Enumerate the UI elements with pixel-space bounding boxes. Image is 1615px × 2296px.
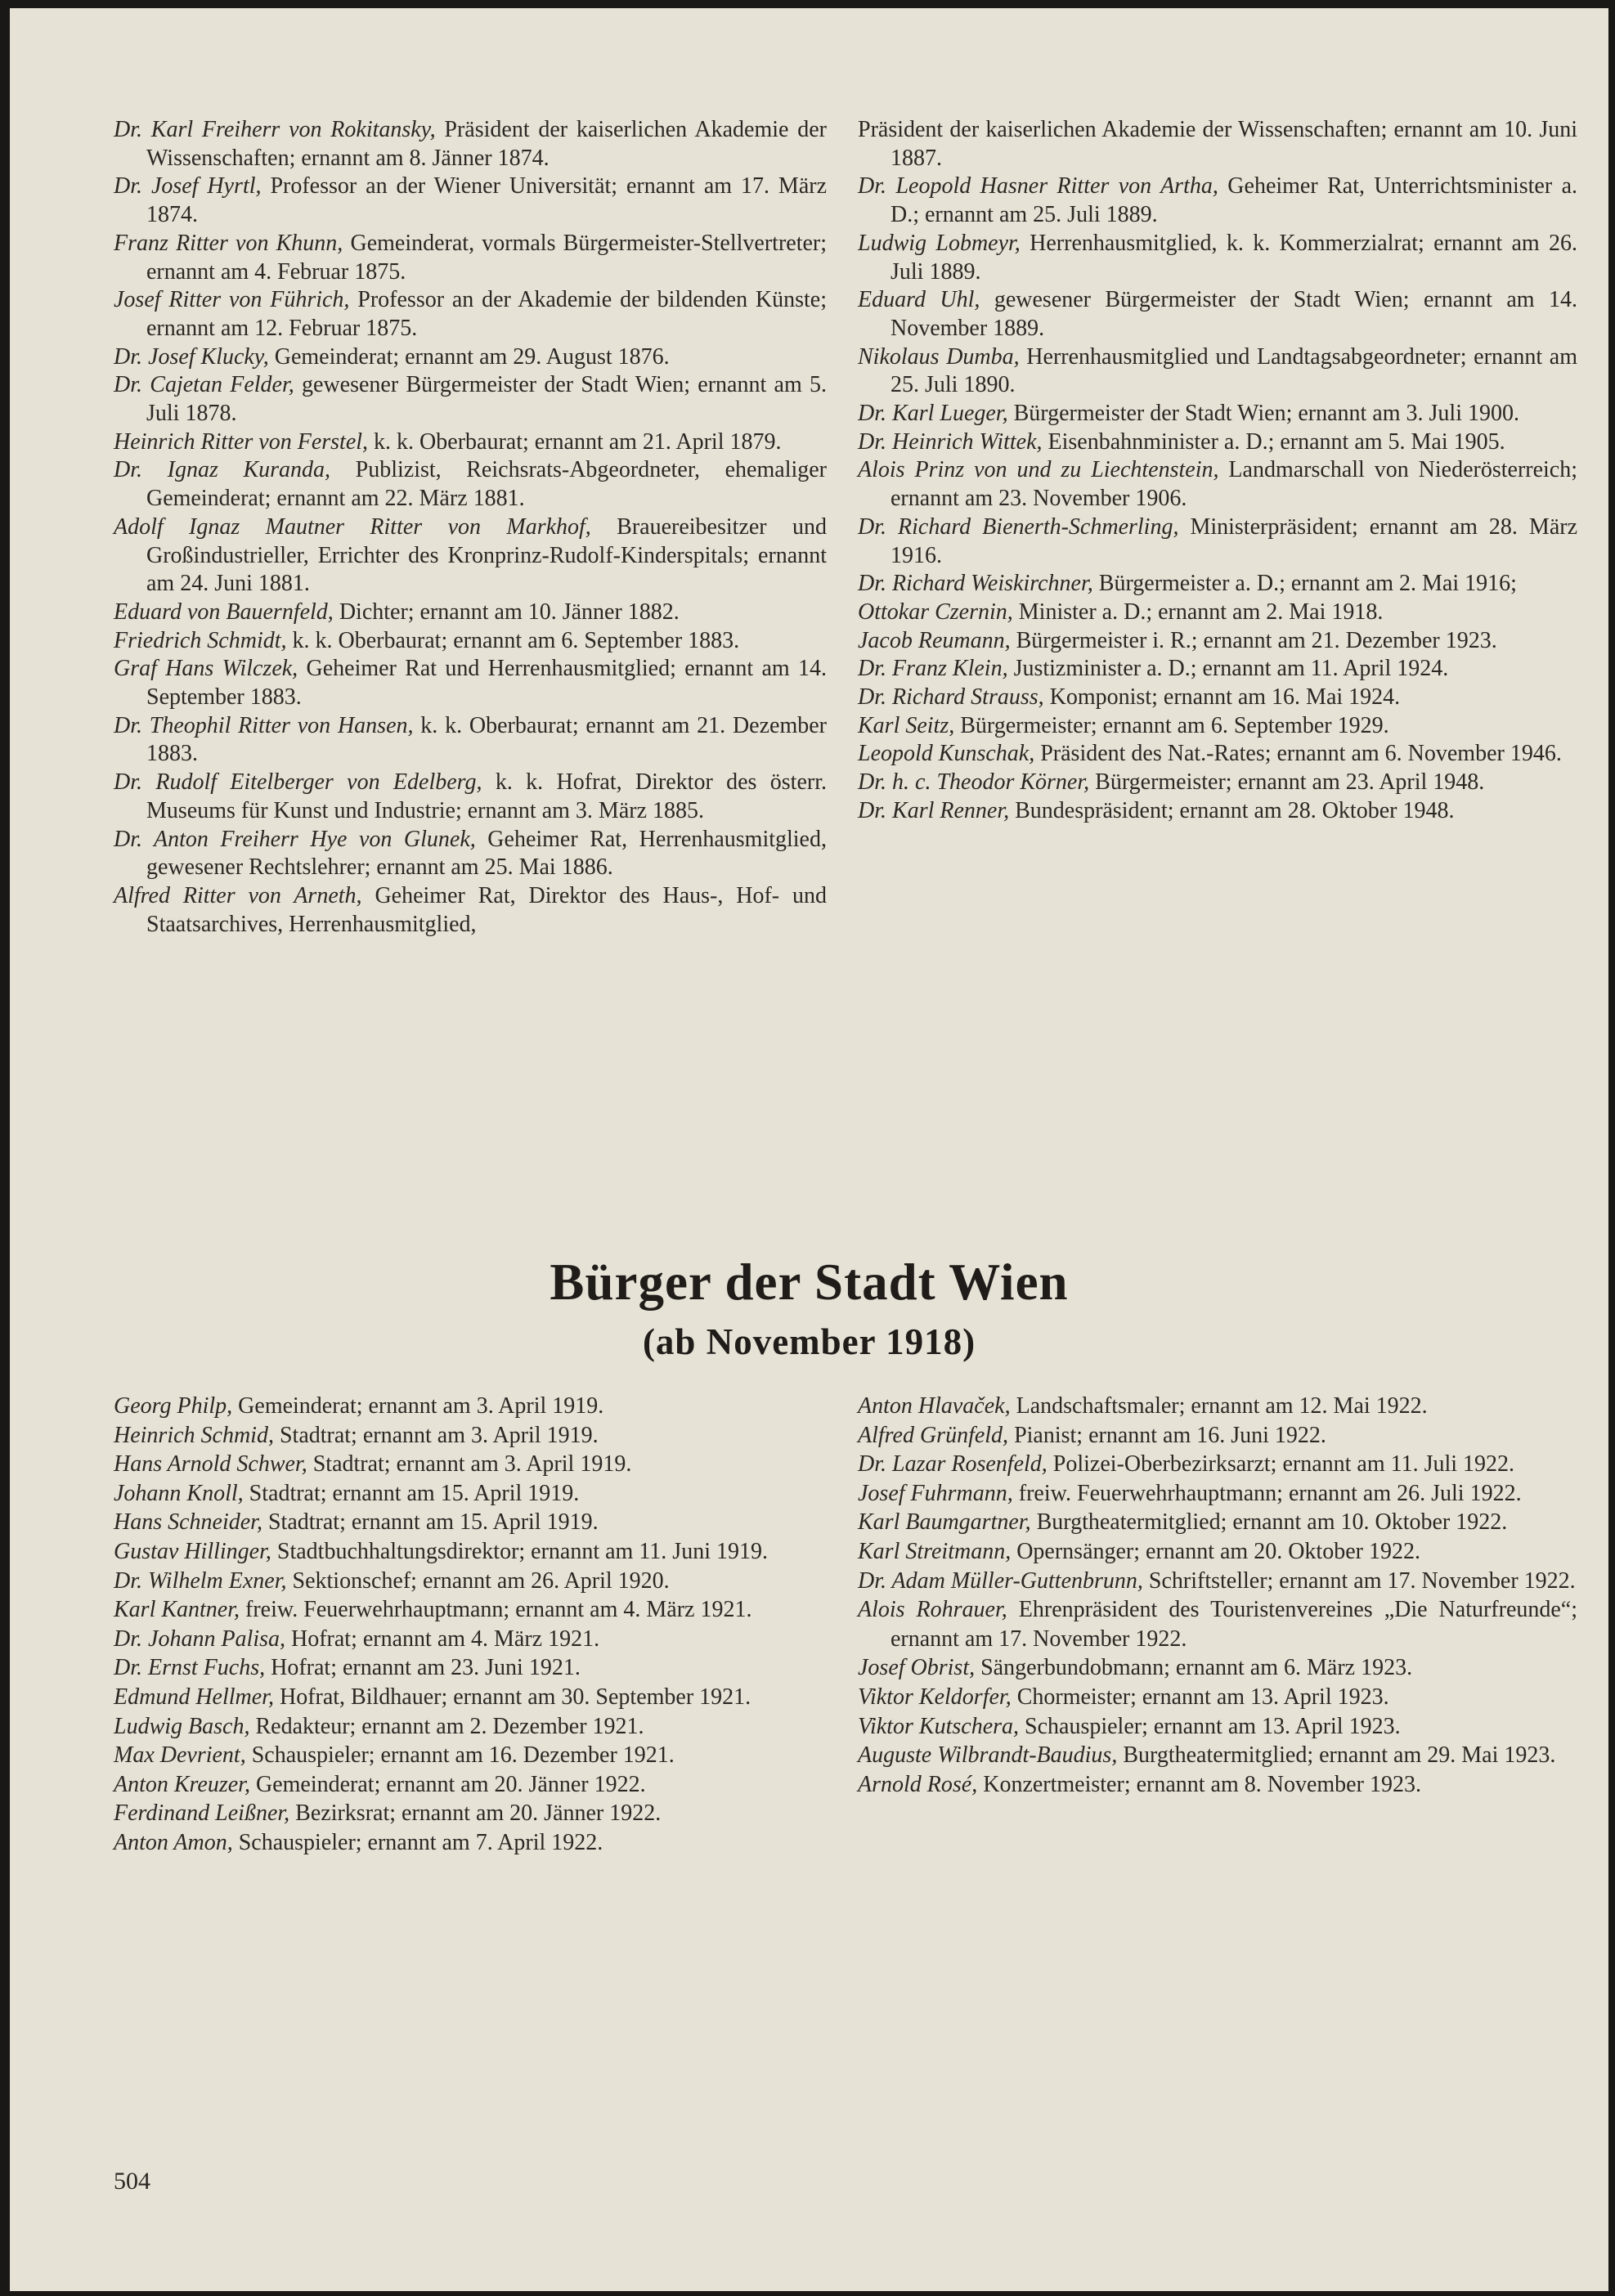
list-item [858, 513, 1577, 570]
entry-details: Bürgermeister der Stadt Wien; ernannt am 3. Juli 1900. [1007, 401, 1519, 427]
entry-details: Bürgermeister i. R.; ernannt am 21. Dezember 1923. [1010, 627, 1497, 653]
list-item [858, 684, 1577, 712]
person-name: Alfred Grünfeld, [858, 1422, 1009, 1448]
list-item [858, 1653, 1577, 1683]
entry-details: Stadtbuchhaltungsdirektor; ernannt am 11. Juni 1919. [271, 1538, 768, 1564]
person-name: Heinrich Ritter von Ferstel, [114, 428, 369, 455]
entry-details: Geheimer Rat, Direktor des Haus-, Hof- und Staatsarchives, Herrenhausmitglied, [146, 882, 828, 937]
entry-details: Geheimer Rat und Herrenhausmitglied; ernannt am 14. September 1883. [146, 656, 827, 711]
list-item [858, 599, 1577, 627]
entry-details: Schauspieler; ernannt am 16. Dezember 1921. [245, 1742, 675, 1769]
entry-details: Professor an der Wiener Universität; ernannt am 17. März 1874. [146, 173, 828, 228]
list-item [858, 1421, 1577, 1451]
person-name: Jacob Reumann, [858, 627, 1011, 653]
list-item [114, 343, 827, 372]
list-item [114, 655, 827, 711]
entry-details: Sängerbundobmann; ernannt am 6. März 1923. [975, 1655, 1413, 1681]
entry-details: Stadtrat; ernannt am 15. April 1919. [243, 1480, 580, 1506]
list-item [114, 1828, 827, 1858]
list-item [858, 797, 1577, 826]
entry-details: Chormeister; ernannt am 13. April 1923. [1011, 1684, 1389, 1710]
entry-details: gewesener Bürgermeister der Stadt Wien; ernannt am 14. November 1889. [890, 287, 1577, 341]
entry-details: Hofrat; ernannt am 23. Juni 1921. [265, 1655, 581, 1681]
person-name: Dr. Leopold Hasner Ritter von Artha, [858, 173, 1218, 200]
entry-details: k. k. Oberbaurat; ernannt am 21. April 1879. [368, 428, 782, 455]
entry-details: Polizei-Oberbezirksarzt; ernannt am 11. Juli 1922. [1047, 1451, 1515, 1478]
section-heading: Bürger der Stadt Wien [550, 1253, 1069, 1311]
list-item [114, 456, 827, 513]
person-name: Ludwig Lobmeyr, [858, 230, 1021, 256]
entry-details: Schauspieler; ernannt am 13. April 1923. [1019, 1713, 1401, 1739]
entry-details: Gemeinderat; ernannt am 20. Jänner 1922. [249, 1771, 646, 1797]
person-name: Karl Baumgartner, [858, 1509, 1031, 1536]
person-name: Dr. Richard Bienerth-Schmerling, [858, 513, 1179, 540]
entry-details: Gemeinderat; ernannt am 3. April 1919. [232, 1393, 604, 1419]
list-item [858, 1479, 1577, 1509]
list-item [858, 1567, 1577, 1596]
entry-details: Landmarschall von Niederösterreich; ernannt am 23. November 1906. [890, 457, 1578, 512]
entry-details: Stadtrat; ernannt am 15. April 1919. [262, 1509, 599, 1536]
entry-details: Herrenhausmitglied und Landtagsabgeordneter; ernannt am 25. Juli 1890. [890, 343, 1578, 398]
list-item [114, 1625, 827, 1654]
list-item [114, 712, 827, 769]
person-name: Georg Philp, [114, 1393, 233, 1419]
entry-details: Präsident der kaiserlichen Akademie der Wissenschaften; ernannt am 10. Juni 1887. [858, 117, 1577, 171]
person-name: Adolf Ignaz Mautner Ritter von Markhof, [114, 513, 591, 540]
person-name: Hans Schneider, [114, 1509, 262, 1536]
person-name: Alois Prinz von und zu Liechtenstein, [858, 457, 1219, 483]
list-item [114, 1799, 827, 1828]
entry-details: Ehrenpräsident des Touristenvereines „Die Naturfreunde“; ernannt am 17. November 1922. [890, 1597, 1578, 1652]
person-name: Dr. Johann Palisa, [114, 1626, 285, 1652]
entry-details: Pianist; ernannt am 16. Juni 1922. [1008, 1422, 1326, 1448]
entry-details: freiw. Feuerwehrhauptmann; ernannt am 4. März 1921. [240, 1597, 752, 1623]
person-name: Viktor Keldorfer, [858, 1684, 1012, 1710]
list-item [858, 286, 1577, 343]
entry-details: Justizminister a. D.; ernannt am 11. April 1924. [1007, 656, 1449, 682]
top-right-column [858, 116, 1577, 826]
list-item [858, 1508, 1577, 1537]
entry-details: k. k. Oberbaurat; ernannt am 6. September 1883. [286, 627, 740, 653]
entry-details: Publizist, Reichsrats-Abgeordneter, ehemaliger Gemeinderat; ernannt am 22. März 1881. [146, 457, 828, 512]
entry-details: Konzertmeister; ernannt am 8. November 1923. [977, 1771, 1421, 1797]
entry-details: Dichter; ernannt am 10. Jänner 1882. [333, 599, 680, 625]
list-item [114, 1508, 827, 1537]
person-name: Josef Fuhrmann, [858, 1480, 1013, 1506]
entry-details: Schriftsteller; ernannt am 17. November 1922. [1142, 1567, 1576, 1594]
person-name: Gustav Hillinger, [114, 1538, 271, 1564]
entry-details: k. k. Hofrat, Direktor des österr. Museums für Kunst und Industrie; ernannt am 3. März 1885. [146, 769, 827, 823]
entry-details: Bezirksrat; ernannt am 20. Jänner 1922. [289, 1800, 662, 1827]
list-item [114, 1741, 827, 1770]
person-name: Josef Obrist, [858, 1655, 976, 1681]
entry-details: Brauereibesitzer und Großindustrieller, Errichter des Kronprinz-Rudolf-Kinderspitals; ernannt am 24. Juni 1881. [146, 513, 827, 597]
person-name: Alfred Ritter von Arneth, [114, 882, 362, 908]
list-item [114, 882, 827, 939]
person-name: Dr. Karl Renner, [858, 797, 1010, 823]
entry-details: Präsident des Nat.-Rates; ernannt am 6. November 1946. [1034, 741, 1562, 767]
person-name: Dr. Karl Lueger, [858, 401, 1008, 427]
entry-details: Bürgermeister a. D.; ernannt am 2. Mai 1916; [1092, 571, 1517, 597]
list-item [114, 1567, 827, 1596]
entry-details: Redakteur; ernannt am 2. Dezember 1921. [249, 1713, 644, 1739]
top-left-column [114, 116, 827, 939]
person-name: Auguste Wilbrandt-Baudius, [858, 1742, 1118, 1769]
person-name: Dr. Adam Müller-Guttenbrunn, [858, 1567, 1143, 1594]
person-name: Leopold Kunschak, [858, 741, 1035, 767]
list-item [114, 769, 827, 825]
entry-details: Hofrat; ernannt am 4. März 1921. [285, 1626, 600, 1652]
entry-details: Präsident der kaiserlichen Akademie der Wissenschaften; ernannt am 8. Jänner 1874. [146, 117, 828, 171]
person-name: Dr. Ernst Fuchs, [114, 1655, 266, 1681]
entry-details: Hofrat, Bildhauer; ernannt am 30. September 1921. [273, 1684, 751, 1710]
list-item [858, 456, 1577, 513]
list-item [858, 769, 1577, 797]
person-name: Dr. Rudolf Eitelberger von Edelberg, [114, 769, 482, 796]
entry-details: Stadtrat; ernannt am 3. April 1919. [307, 1451, 632, 1478]
list-item [114, 1537, 827, 1567]
entry-details: Geheimer Rat, Herrenhausmitglied, gewesener Rechtslehrer; ernannt am 25. Mai 1886. [146, 826, 827, 881]
list-item [858, 627, 1577, 656]
list-item [858, 570, 1577, 599]
list-item [114, 286, 827, 343]
list-item [858, 1595, 1577, 1653]
person-name: Dr. Richard Strauss, [858, 684, 1044, 711]
entry-details: Bürgermeister; ernannt am 6. September 1929. [954, 712, 1389, 738]
list-item [114, 230, 827, 286]
person-name: Edmund Hellmer, [114, 1684, 274, 1710]
person-name: Hans Arnold Schwer, [114, 1451, 307, 1478]
entry-details: Burgtheatermitglied; ernannt am 29. Mai 1923. [1117, 1742, 1556, 1769]
person-name: Heinrich Schmid, [114, 1422, 274, 1448]
list-item [858, 428, 1577, 457]
bottom-right-column [858, 1392, 1577, 1799]
list-item [114, 1479, 827, 1509]
list-item [114, 627, 827, 656]
list-item [114, 371, 827, 428]
entry-details: Eisenbahnminister a. D.; ernannt am 5. Mai 1905. [1042, 428, 1505, 455]
entry-details: Komponist; ernannt am 16. Mai 1924. [1043, 684, 1401, 711]
person-name: Karl Kantner, [114, 1597, 240, 1623]
person-name: Viktor Kutschera, [858, 1713, 1020, 1739]
list-item [858, 116, 1577, 173]
person-name: Dr. Josef Hyrtl, [114, 173, 262, 200]
list-item [858, 1392, 1577, 1421]
list-item [858, 173, 1577, 229]
entry-details: Bundespräsident; ernannt am 28. Oktober 1948. [1009, 797, 1455, 823]
person-name: Alois Rohrauer, [858, 1597, 1007, 1623]
list-item [114, 826, 827, 882]
list-item [858, 400, 1577, 428]
entry-details: Burgtheatermitglied; ernannt am 10. Oktober 1922. [1030, 1509, 1508, 1536]
entry-details: Opernsänger; ernannt am 20. Oktober 1922. [1011, 1538, 1420, 1564]
person-name: Karl Seitz, [858, 712, 955, 738]
entry-details: Landschaftsmaler; ernannt am 12. Mai 1922. [1010, 1393, 1428, 1419]
list-item [114, 1392, 827, 1421]
person-name: Ferdinand Leißner, [114, 1800, 290, 1827]
person-name: Eduard von Bauernfeld, [114, 599, 334, 625]
person-name: Josef Ritter von Führich, [114, 287, 350, 313]
list-item [114, 513, 827, 599]
person-name: Anton Amon, [114, 1829, 233, 1855]
list-item [114, 1595, 827, 1625]
person-name: Dr. Karl Freiherr von Rokitansky, [114, 117, 436, 142]
person-name: Ludwig Basch, [114, 1713, 250, 1739]
list-item [858, 1712, 1577, 1742]
list-item [858, 1683, 1577, 1712]
list-item [114, 1712, 827, 1742]
person-name: Max Devrient, [114, 1742, 246, 1769]
entry-details: Sektionschef; ernannt am 26. April 1920. [286, 1567, 670, 1594]
list-item [114, 1421, 827, 1451]
entry-details: Stadtrat; ernannt am 3. April 1919. [273, 1422, 599, 1448]
person-name: Dr. Richard Weiskirchner, [858, 571, 1093, 597]
person-name: Eduard Uhl, [858, 287, 980, 313]
person-name: Dr. h. c. Theodor Körner, [858, 769, 1090, 796]
list-item [858, 1450, 1577, 1479]
section-subheading: (ab November 1918) [642, 1321, 976, 1362]
document-page [10, 8, 1608, 2291]
entry-details: gewesener Bürgermeister der Stadt Wien; ernannt am 5. Juli 1878. [146, 372, 827, 427]
person-name: Karl Streitmann, [858, 1538, 1012, 1564]
list-item [114, 1683, 827, 1712]
page-number: 504 [114, 2168, 150, 2195]
list-item [858, 1537, 1577, 1567]
person-name: Arnold Rosé, [858, 1771, 978, 1797]
entry-details: Schauspieler; ernannt am 7. April 1922. [232, 1829, 603, 1855]
person-name: Graf Hans Wilczek, [114, 656, 298, 682]
entry-details: Herrenhausmitglied, k. k. Kommerzialrat; ernannt am 26. Juli 1889. [890, 230, 1577, 285]
list-item [114, 1653, 827, 1683]
list-item [858, 655, 1577, 684]
list-item [114, 428, 827, 457]
entry-details: Gemeinderat; ernannt am 29. August 1876. [268, 343, 670, 370]
person-name: Dr. Ignaz Kuranda, [114, 457, 331, 483]
entry-details: Professor an der Akademie der bildenden Künste; ernannt am 12. Februar 1875. [146, 287, 827, 341]
list-item [114, 599, 827, 627]
person-name: Franz Ritter von Khunn, [114, 230, 343, 256]
list-item [858, 343, 1577, 400]
person-name: Dr. Heinrich Wittek, [858, 428, 1043, 455]
list-item [858, 740, 1577, 769]
list-item [858, 712, 1577, 741]
bottom-left-column [114, 1392, 827, 1858]
entry-details: k. k. Oberbaurat; ernannt am 21. Dezember 1883. [146, 712, 827, 767]
list-item [114, 173, 827, 229]
list-item [858, 1741, 1577, 1770]
person-name: Dr. Franz Klein, [858, 656, 1008, 682]
person-name: Nikolaus Dumba, [858, 343, 1020, 370]
entry-details: Ministerpräsident; ernannt am 28. März 1916. [890, 513, 1577, 568]
entry-details: Bürgermeister; ernannt am 23. April 1948. [1089, 769, 1485, 796]
person-name: Dr. Theophil Ritter von Hansen, [114, 712, 414, 738]
list-item [114, 116, 827, 173]
list-item [114, 1770, 827, 1800]
person-name: Anton Hlavaček, [858, 1393, 1011, 1419]
entry-details: Geheimer Rat, Unterrichtsminister a. D.; ernannt am 25. Juli 1889. [890, 173, 1578, 228]
person-name: Anton Kreuzer, [114, 1771, 250, 1797]
person-name: Dr. Lazar Rosenfeld, [858, 1451, 1048, 1478]
person-name: Ottokar Czernin, [858, 599, 1013, 625]
person-name: Dr. Josef Klucky, [114, 343, 269, 370]
list-item [858, 230, 1577, 286]
list-item [114, 1450, 827, 1479]
person-name: Dr. Cajetan Felder, [114, 372, 294, 398]
entry-details: Gemeinderat, vormals Bürgermeister-Stellvertreter; ernannt am 4. Februar 1875. [146, 230, 828, 285]
person-name: Johann Knoll, [114, 1480, 244, 1506]
entry-details: freiw. Feuerwehrhauptmann; ernannt am 26. Juli 1922. [1012, 1480, 1522, 1506]
list-item [858, 1770, 1577, 1800]
person-name: Dr. Anton Freiherr Hye von Glunek, [114, 826, 476, 852]
entry-details: Minister a. D.; ernannt am 2. Mai 1918. [1012, 599, 1384, 625]
person-name: Friedrich Schmidt, [114, 627, 287, 653]
person-name: Dr. Wilhelm Exner, [114, 1567, 287, 1594]
